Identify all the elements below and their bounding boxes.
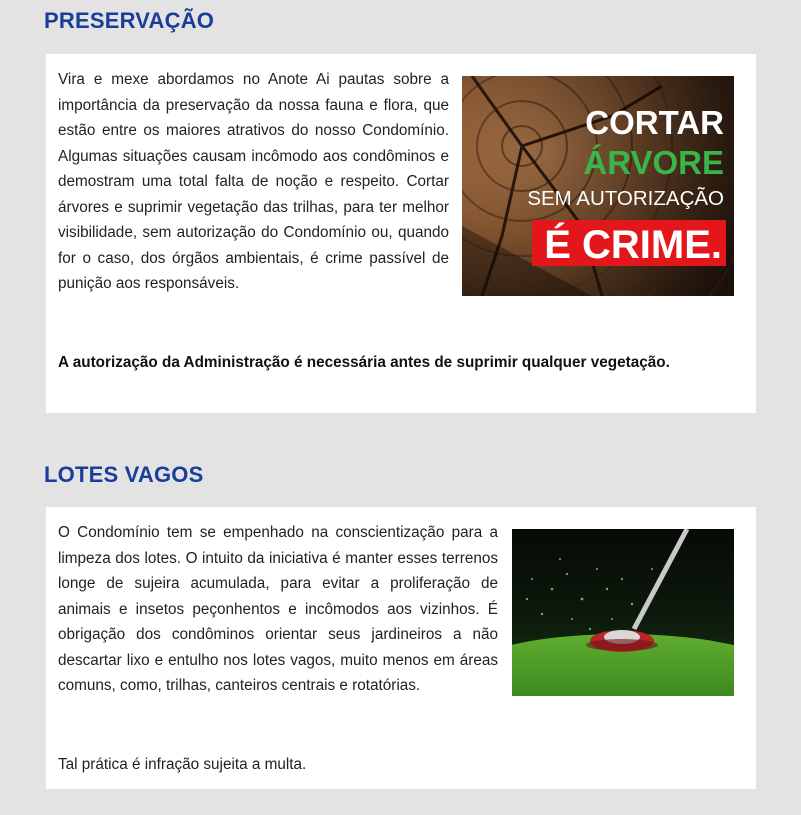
image-line4: É CRIME. — [544, 223, 722, 267]
preservacao-note: A autorização da Administração é necessária antes de suprimir qualquer vegetação. — [58, 354, 670, 371]
section-title-lotes-vagos: LOTES VAGOS — [44, 462, 204, 487]
image-line1: CORTAR — [585, 104, 724, 141]
image-line3: SEM AUTORIZAÇÃO — [527, 187, 724, 210]
grass-trimmer-image — [512, 529, 734, 696]
cortar-arvore-image — [462, 76, 734, 296]
section-title-preservacao: PRESERVAÇÃO — [44, 8, 215, 33]
image-line2: ÁRVORE — [583, 144, 724, 181]
preservacao-card — [46, 54, 756, 413]
lotes-vagos-paragraph: O Condomínio tem se empenhado na conscientização para a limpeza dos lotes. O intuito da iniciativa é manter esses terrenos longe de sujeira acumulada, para evitar a proliferação de animais e insetos peçonhentos e incômodos aos vizinhos. É obrigação dos condôminos orientar seus jardineiros a não descartar lixo e entulho nos lotes vagos, muito menos em áreas comuns, como, trilhas, canteiros centrais e rotatórias. — [58, 524, 498, 694]
preservacao-paragraph: Vira e mexe abordamos no Anote Ai pautas sobre a importância da preservação da nossa fauna e flora, que estão entre os maiores atrativos do nosso Condomínio. Algumas situações causam incômodo aos condôminos e demostram uma total falta de noção e respeito. Cortar árvores e suprimir vegetação das trilhas, para ter melhor visibilidade, sem autorização do Condomínio ou, quando for o caso, dos órgãos ambientais, é crime passível de punição aos responsáveis. — [58, 71, 449, 292]
lotes-vagos-card — [46, 507, 756, 789]
lotes-vagos-note: Tal prática é infração sujeita a multa. — [58, 756, 307, 773]
